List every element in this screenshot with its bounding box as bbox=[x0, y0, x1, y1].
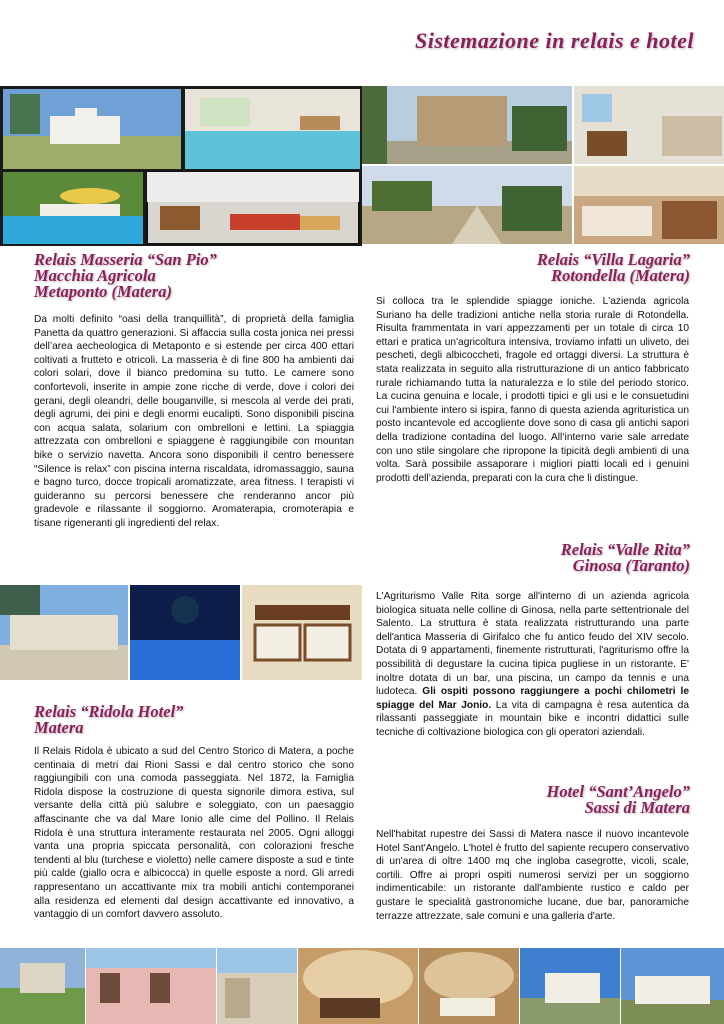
valle-rita-text-1: L'Agriturismo Valle Rita sorge all'interno di un azienda agricola biologica situata nelle colline di Ginosa, nella parte settentrionale del Salento. La struttura è stata realizzata ristrutturando una parte dell'antica Masseria di Girifalco che fu antico feudo del XIV secolo. Dotata di 9 appartamenti, finemente ristrutturati, l'agriturismo offre la possibilità di degustare la cucina tipica pugliese in un ristorante. E' inoltre dotata di un bar, una piscina, un campo da tennis e una ludoteca. bbox=[376, 591, 689, 698]
san-pio-heading-line-1: Relais Masseria “San Pio” bbox=[34, 250, 217, 269]
villa-lagaria-photo-collage bbox=[362, 86, 724, 246]
san-pio-description: Da molti definito “oasi della tranquillità”, di proprietà della famiglia Panetta da quattro generazioni. Si affaccia sulla costa jonica nei pressi dell’area aecheologica di Metaponto e si estende per circa 400 ettari coltivati a frutteto e otricoli. La masseria è di fine 800 ha ambienti dai colori solari, dove il bianco predomina su tutto. Le camere sono confortevoli, inserite in ampie zone ricche di verde, dove i colori dei gerani, degli oleandri, delle bouganville, si mescola al verde dei prati, degli agrumi, dei pini e degli enormi eucalipti. Sono disponibili piscina con acqua salata, solarium con ombrelloni e lettini. La spiaggia attrezzata con ombrelloni e spiaggene è raggiungibile con mountan bike o servizio navetta. Ancora sono disponibili il centro benessere “Silence is relax” con piscina interna riscaldata, idromassaggio, sauna e bagno turco, docce tropicali aromatizzate, area fitness. I terapisti vi guideranno su percorsi benessere che renderanno ancor più gradevole e rilassante il soggiorno. Aromaterapia, cromoterapia e tisane rigeneranti gli ingredienti del relax. bbox=[34, 314, 354, 529]
ridola-photos-svg bbox=[0, 585, 362, 680]
san-pio-heading-line-3: Metaponto (Matera) bbox=[34, 282, 172, 301]
villa-lagaria-description: Si colloca tra le splendide spiagge ioniche. L'azienda agricola Suriano ha delle tradizioni antiche nella storia rurale di Rotondella. Risulta frammentata in vari appezzamenti per un totale di circa 10 ettari e pratica un'agricoltura intensiva, troviamo infatti un uliveto, dei pescheti, degli albicoccheti, fragole ed ortaggi diversi. La struttura è stata realizzata in seguito alla ristrutturazione di un antico fabbricato rurale richiamando tutta la naturalezza e lo stile del periodo storico. La cucina genuina e locale, i prodotti tipici e gli usi e le consuetudini cui l'ambiente intero si ispira, fanno di questa azienda agrituristica un posto incantevole ed accogliente dove sono di casa gli antichi sapori della tradizione contadina del luogo. All’interno varie sale arredate con uno stile singolare che ripropone la tipicità degli ambienti di una volta. Sarà possibile assaporare i migliori piatti locali ed i genuini prodotti dell’azienda, preparati con la cura che li distingue. bbox=[376, 296, 689, 484]
villa-lagaria-heading-line-2: Rotondella (Matera) bbox=[551, 266, 690, 285]
sant-angelo-heading-line-2: Sassi di Matera bbox=[584, 798, 690, 817]
sant-angelo-heading bbox=[547, 784, 690, 816]
villa-lagaria-heading-line-1: Relais “Villa Lagaria” bbox=[536, 250, 690, 269]
valle-rita-text-2: La vita di campagna è resa autentica da rilassanti passeggiate in mountain bike e incontri didattici sulle tecniche di coltivazione biologica con gli operatori aziendali. bbox=[376, 699, 689, 738]
bottom-photos-svg bbox=[0, 948, 724, 1024]
valle-rita-heading-line-2: Ginosa (Taranto) bbox=[572, 556, 690, 575]
villa-lagaria-photos-svg bbox=[362, 86, 724, 246]
villa-lagaria-heading bbox=[537, 252, 690, 284]
san-pio-photo-collage bbox=[0, 86, 362, 246]
valle-rita-heading bbox=[561, 542, 690, 574]
valle-rita-description bbox=[376, 590, 689, 740]
ridola-photo-strip bbox=[0, 585, 362, 680]
bottom-photo-strip bbox=[0, 948, 724, 1024]
ridola-description: Il Relais Ridola è ubicato a sud del Centro Storico di Matera, a poche centinaia di metri dai Rioni Sassi e dal centro storico che sono raggiungibili con una comoda passeggiata. Nel 1872, la Famiglia Ridola dispose la costruzione di questa signorile dimora estiva, sul versante della città più salubre e soleggiato, con un paesaggio affascinante che va dal Mare Ionio alle cime del Pollino. Il Relais Ridola è una struttura interamente restaurata nel 2005. Ogni alloggi vanta una propria spiccata personalità, con colorazioni fresche tendenti al blu (turchese e violetto) nelle camere disposte a sud e tinte più calde (giallo ocra e albicocca) in quelle esposte a nord. Gli arredi rappresentano un accattivante mix tra mobili antichi contemporanei alla residenza ed elementi dal design accattivante ed innovativo, a vantaggio di un comfort davvero assoluto. bbox=[34, 746, 354, 921]
valle-rita-text-bold: Gli ospiti possono raggiungere a pochi chilometri le spiagge del Mar Jonio. bbox=[376, 686, 689, 711]
ridola-heading bbox=[34, 704, 183, 736]
san-pio-photos-svg bbox=[0, 86, 362, 246]
ridola-heading-line-1: Relais “Ridola Hotel” bbox=[34, 702, 184, 721]
valle-rita-heading-line-1: Relais “Valle Rita” bbox=[560, 540, 690, 559]
sant-angelo-heading-line-1: Hotel “Sant’Angelo” bbox=[546, 782, 690, 801]
san-pio-heading bbox=[34, 252, 217, 300]
ridola-heading-line-2: Matera bbox=[34, 718, 84, 737]
page-title: Sistemazione in relais e hotel bbox=[414, 28, 694, 53]
sant-angelo-description: Nell'habitat rupestre dei Sassi di Matera nasce il nuovo incantevole Hotel Sant'Angelo. L'hotel è frutto del sapiente recupero conservativo di un'area di oltre 1400 mq che ingloba casegrotte, vicoli, scale, cortili. Offre ai propri ospiti numerosi servizi per un soggiorno indimenticabile: un ristorante dall'ambiente rustico e caldo per gustare le specialità gastronomiche lucane, due bar, panoramiche terrazze attrezzate, sale comuni e una galleria d'arte. bbox=[376, 829, 689, 922]
san-pio-heading-line-2: Macchia Agricola bbox=[34, 266, 156, 285]
